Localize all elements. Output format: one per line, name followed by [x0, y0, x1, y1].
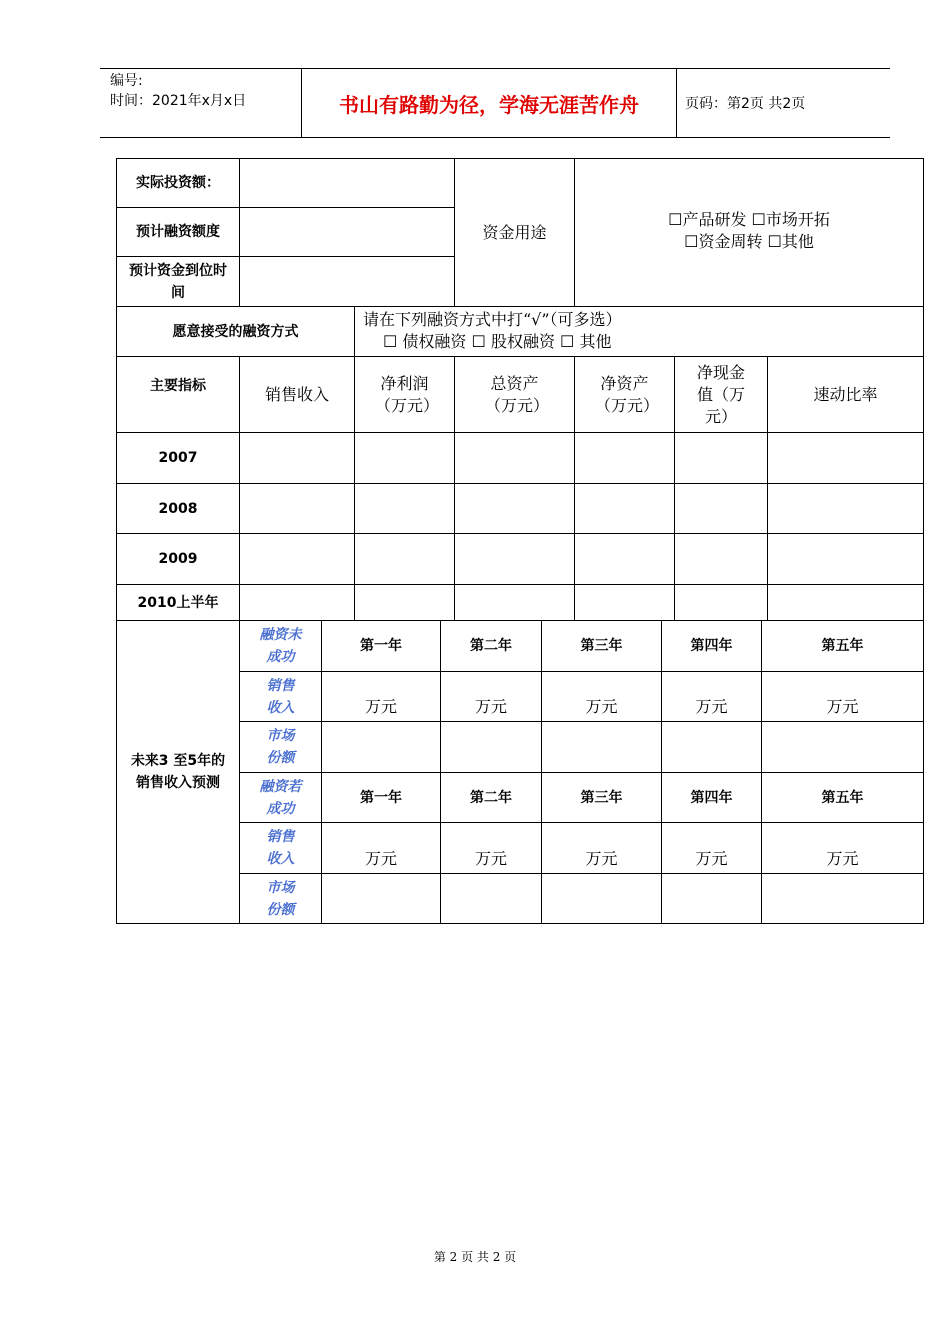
data-cell[interactable]	[768, 433, 924, 484]
header-divider	[676, 69, 677, 137]
expected-arrival-label: 预计资金到位时间	[117, 257, 240, 307]
financing-method-checkboxes[interactable]: ☐ 债权融资 ☐ 股权融资 ☐ 其他	[383, 332, 612, 351]
year-label: 2008	[117, 484, 240, 534]
forecast-year-header: 第一年	[322, 621, 441, 672]
column-header: 速动比率	[768, 357, 924, 433]
share-cell[interactable]	[762, 722, 924, 773]
data-cell[interactable]	[240, 585, 355, 621]
financing-method-instruction: 请在下列融资方式中打“√”（可多选）	[363, 310, 622, 329]
fund-use-label: 资金用途	[455, 159, 575, 307]
data-cell[interactable]	[768, 534, 924, 585]
data-cell[interactable]	[355, 534, 455, 585]
share-cell[interactable]	[662, 722, 762, 773]
data-cell[interactable]	[240, 534, 355, 585]
data-cell[interactable]	[455, 433, 575, 484]
page-footer: 第 2 页 共 2 页	[433, 1250, 517, 1264]
sales-cell[interactable]: 万元	[542, 823, 662, 874]
sales-label: 销售收入	[240, 672, 322, 722]
expected-financing-label: 预计融资额度	[117, 208, 240, 257]
actual-investment-field[interactable]	[240, 159, 455, 208]
financing-form-table	[116, 158, 924, 924]
year-label: 2010上半年	[117, 585, 240, 621]
forecast-year-header: 第一年	[322, 773, 441, 823]
forecast-year-header: 第三年	[542, 773, 662, 823]
data-cell[interactable]	[240, 433, 355, 484]
sales-cell[interactable]: 万元	[762, 823, 924, 874]
column-header: 销售收入	[240, 357, 355, 433]
header-motto: 书山有路勤为径，学海无涯苦作舟	[339, 92, 639, 117]
forecast-label: 未来3 至5年的销售收入预测	[117, 621, 240, 924]
data-cell[interactable]	[455, 534, 575, 585]
share-cell[interactable]	[441, 722, 542, 773]
column-header: 净现金值（万元）	[675, 357, 768, 433]
data-cell[interactable]	[575, 484, 675, 534]
column-header: 净利润（万元）	[355, 357, 455, 433]
data-cell[interactable]	[455, 484, 575, 534]
sales-cell[interactable]: 万元	[322, 672, 441, 722]
header-meta	[110, 71, 246, 111]
share-cell[interactable]	[441, 874, 542, 924]
data-cell[interactable]	[455, 585, 575, 621]
sales-cell[interactable]: 万元	[441, 823, 542, 874]
share-label: 市场份额	[240, 874, 322, 924]
financing-method-label: 愿意接受的融资方式	[117, 307, 355, 357]
column-header: 净资产（万元）	[575, 357, 675, 433]
share-cell[interactable]	[542, 722, 662, 773]
data-cell[interactable]	[675, 585, 768, 621]
share-cell[interactable]	[322, 874, 441, 924]
header-page-number: 页码：第2页 共2页	[685, 96, 806, 112]
share-cell[interactable]	[762, 874, 924, 924]
success-label: 融资若成功	[240, 773, 322, 823]
sales-label: 销售收入	[240, 823, 322, 874]
expected-financing-field[interactable]	[240, 208, 455, 257]
time-label: 时间：2021年x月x日	[110, 93, 247, 109]
data-cell[interactable]	[355, 585, 455, 621]
data-cell[interactable]	[768, 585, 924, 621]
fund-use-options[interactable]	[575, 159, 924, 307]
actual-investment-label: 实际投资额：	[117, 159, 240, 208]
sales-cell[interactable]: 万元	[662, 823, 762, 874]
number-label: 编号:	[110, 73, 143, 89]
sales-cell[interactable]: 万元	[441, 672, 542, 722]
sales-cell[interactable]: 万元	[762, 672, 924, 722]
forecast-year-header: 第二年	[441, 773, 542, 823]
share-cell[interactable]	[322, 722, 441, 773]
share-label: 市场份额	[240, 722, 322, 773]
expected-arrival-field[interactable]	[240, 257, 455, 307]
data-cell[interactable]	[575, 433, 675, 484]
indicators-label: 主要指标	[117, 357, 240, 433]
data-cell[interactable]	[355, 484, 455, 534]
data-cell[interactable]	[675, 433, 768, 484]
year-label: 2009	[117, 534, 240, 585]
data-cell[interactable]	[675, 484, 768, 534]
year-label: 2007	[117, 433, 240, 484]
forecast-year-header: 第三年	[542, 621, 662, 672]
forecast-year-header: 第五年	[762, 621, 924, 672]
share-cell[interactable]	[662, 874, 762, 924]
sales-cell[interactable]: 万元	[322, 823, 441, 874]
data-cell[interactable]	[768, 484, 924, 534]
fail-label: 融资未成功	[240, 621, 322, 672]
data-cell[interactable]	[240, 484, 355, 534]
fund-use-options-line[interactable]: ☐资金周转 ☐其他	[684, 232, 814, 251]
forecast-year-header: 第二年	[441, 621, 542, 672]
page-header	[100, 68, 890, 138]
fund-use-options-line[interactable]: ☐产品研发 ☐市场开拓	[668, 210, 830, 229]
forecast-year-header: 第四年	[662, 773, 762, 823]
sales-cell[interactable]: 万元	[542, 672, 662, 722]
data-cell[interactable]	[675, 534, 768, 585]
data-cell[interactable]	[575, 585, 675, 621]
forecast-year-header: 第四年	[662, 621, 762, 672]
financing-method-options[interactable]	[355, 307, 924, 357]
data-cell[interactable]	[575, 534, 675, 585]
sales-cell[interactable]: 万元	[662, 672, 762, 722]
data-cell[interactable]	[355, 433, 455, 484]
share-cell[interactable]	[542, 874, 662, 924]
forecast-year-header: 第五年	[762, 773, 924, 823]
column-header: 总资产（万元）	[455, 357, 575, 433]
